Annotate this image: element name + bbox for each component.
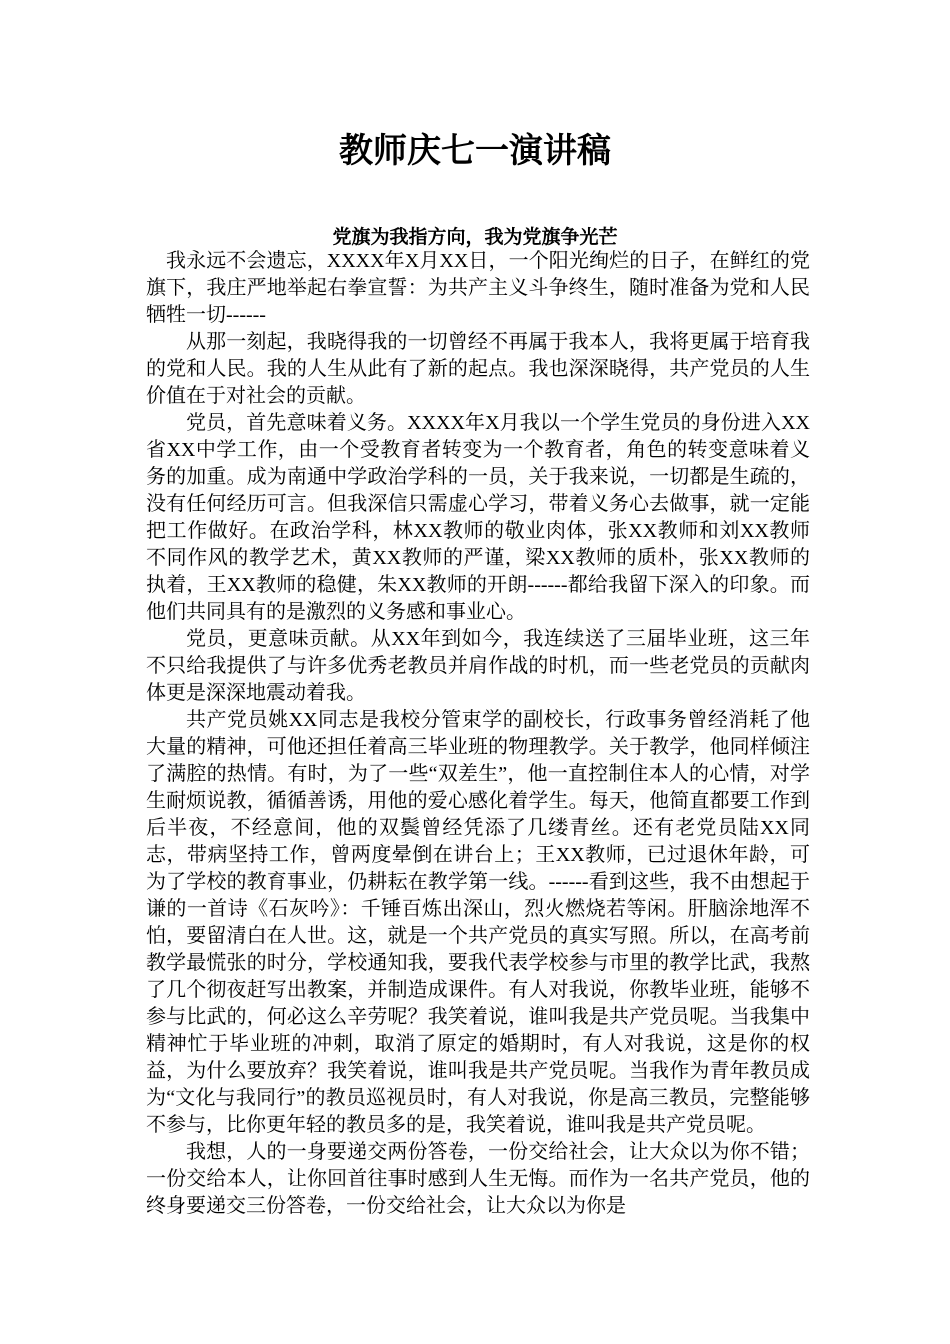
document-subtitle: 党旗为我指方向，我为党旗争光芒 (332, 226, 618, 248)
paragraph-6: 我想，人的一身要递交两份答卷，一份交给社会，让大众以为你不错；一份交给本人，让你回首往事时感到人生无悔。而作为一名共产党员，他的终身要递交三份答卷，一份交给社会，让大众以为你是 (146, 1141, 810, 1217)
paragraph-3: 党员，首先意味着义务。XXXX年X月我以一个学生党员的身份进入XX省XX中学工作，由一个受教育者转变为一个教育者，角色的转变意味着义务的加重。成为南通中学政治学科的一员，关于我来说，一切都是生疏的，没有任何经历可言。但我深信只需虚心学习，带着义务心去做事，就一定能把工作做好。在政治学科，林XX教师的敬业肉体，张XX教师和刘XX教师不同作风的教学艺术，黄XX教师的严谨，梁XX教师的质朴，张XX教师的执着，王XX教师的稳健，朱XX教师的开朗------都给我留下深入的印象。而他们共同具有的是激烈的义务感和事业心。 (146, 412, 810, 623)
document-body (146, 248, 810, 1220)
paragraph-1: 我永远不会遗忘，XXXX年X月XX日，一个阳光绚烂的日子，在鲜红的党旗下，我庄严地举起右拳宣誓：为共产主义斗争终生，随时准备为党和人民牺牲一切------ (146, 250, 810, 326)
paragraph-2: 从那一刻起，我晓得我的一切曾经不再属于我本人，我将更属于培育我的党和人民。我的人生从此有了新的起点。我也深深晓得，共产党员的人生价值在于对社会的贡献。 (146, 331, 810, 407)
paragraph-4: 党员，更意味贡献。从XX年到如今，我连续送了三届毕业班，这三年不只给我提供了与许多优秀老教员并肩作战的时机，而一些老党员的贡献肉体更是深深地震动着我。 (146, 628, 810, 704)
document-title: 教师庆七一演讲稿 (339, 131, 611, 171)
paragraph-5: 共产党员姚XX同志是我校分管束学的副校长，行政事务曾经消耗了他大量的精神，可他还担任着高三毕业班的物理教学。关于教学，他同样倾注了满腔的热情。有时，为了一些“双差生”，他一直控制住本人的心情，对学生耐烦说教，循循善诱，用他的爱心感化着学生。每天，他简直都要工作到后半夜，不经意间，他的双鬓曾经凭添了几缕青丝。还有老党员陆XX同志，带病坚持工作，曾两度晕倒在讲台上；王XX教师，已过退休年龄，可为了学校的教育事业，仍耕耘在教学第一线。------看到这些，我不由想起于谦的一首诗《石灰吟》：千锤百炼出深山，烈火燃烧若等闲。肝脑涂地浑不怕，要留清白在人世。这，就是一个共产党员的真实写照。所以，在高考前教学最慌张的时分，学校通知我，要我代表学校参与市里的教学比武，我熬了几个彻夜赶写出教案，并制造成课件。有人对我说，你教毕业班，能够不参与比武的，何必这么辛劳呢？我笑着说，谁叫我是共产党员呢。当我集中精神忙于毕业班的冲刺，取消了原定的婚期时，有人对我说，这是你的权益，为什么要放弃？我笑着说，谁叫我是共产党员呢。当我作为青年教员成为“文化与我同行”的教员巡视员时，有人对我说，你是高三教员，完整能够不参与，比你更年轻的教员多的是，我笑着说，谁叫我是共产党员呢。 (146, 709, 810, 1136)
